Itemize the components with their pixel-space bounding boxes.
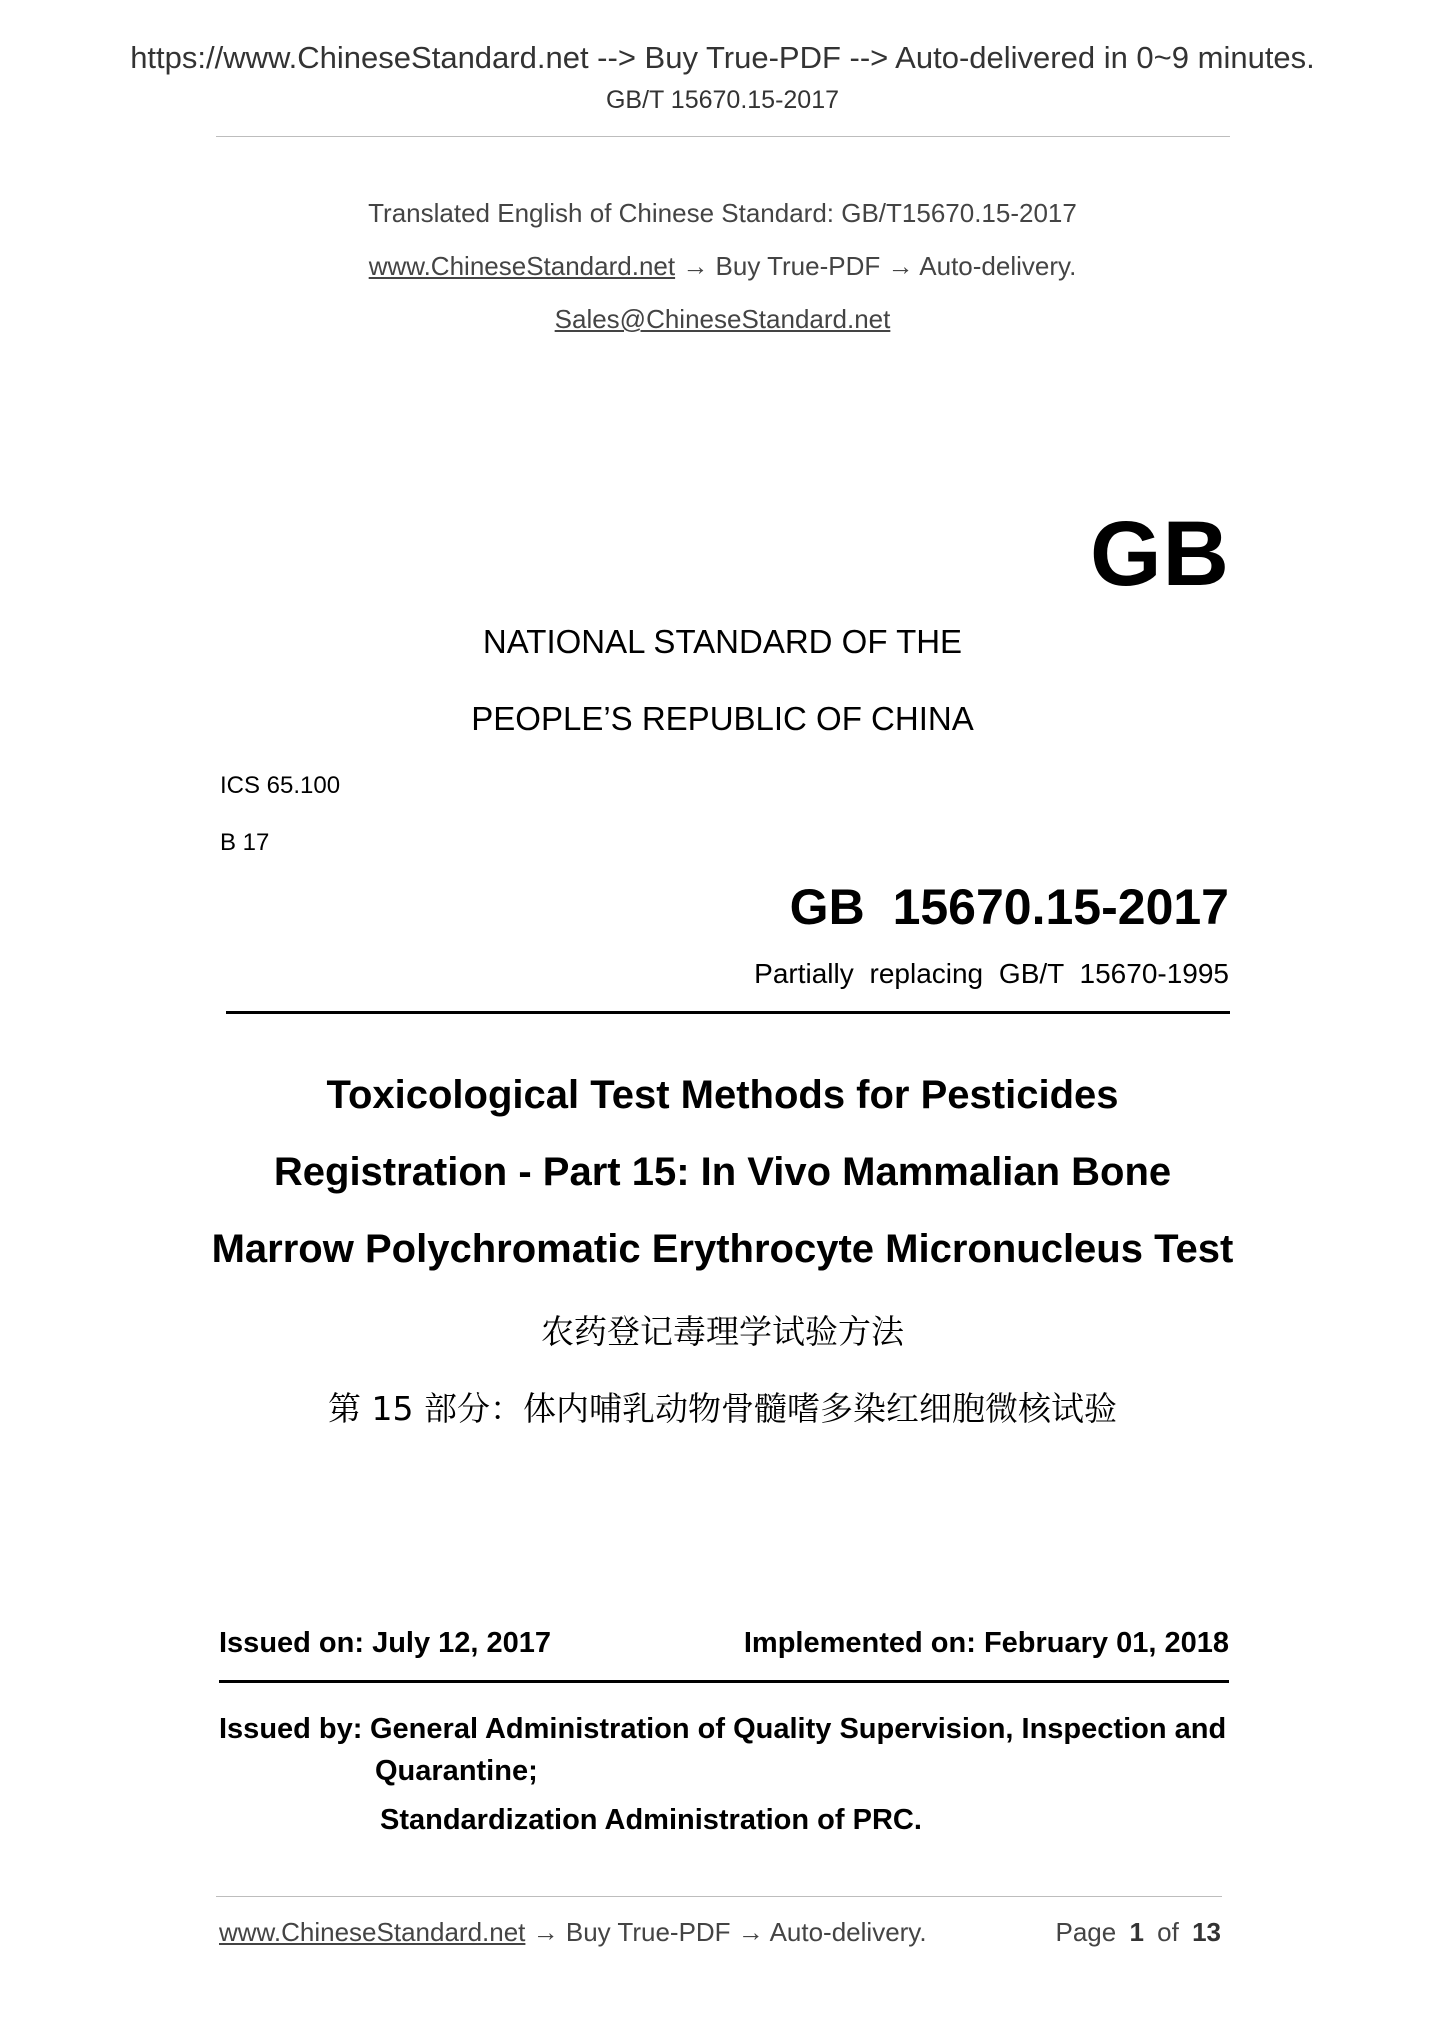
footer-divider bbox=[216, 1896, 1222, 1897]
sales-email-link[interactable]: Sales@ChineseStandard.net bbox=[554, 304, 891, 334]
page-current: 1 bbox=[1129, 1917, 1144, 1947]
footer-site-link[interactable]: www.ChineseStandard.net bbox=[219, 1917, 526, 1947]
title-line3: Marrow Polychromatic Erythrocyte Micronucleus Test bbox=[211, 1227, 1234, 1271]
header-divider bbox=[216, 136, 1230, 137]
replacing-note: Partially replacing GB/T 15670-1995 bbox=[754, 958, 1229, 989]
issuing-org1-line1: General Administration of Quality Supervision, Inspection and bbox=[370, 1713, 1227, 1745]
translated-line: Translated English of Chinese Standard: GB/T15670.15-2017 bbox=[368, 198, 1077, 228]
national-standard-line1: NATIONAL STANDARD OF THE bbox=[482, 623, 963, 660]
page-word: Page bbox=[1055, 1917, 1117, 1947]
delivery-text: → Buy True-PDF → Auto-delivery. bbox=[675, 251, 1077, 281]
of-word: of bbox=[1157, 1917, 1179, 1947]
title-divider bbox=[226, 1011, 1230, 1014]
title-line2: Registration - Part 15: In Vivo Mammalian Bone bbox=[273, 1150, 1172, 1194]
page-indicator bbox=[1055, 1917, 1221, 1948]
ics-code: ICS 65.100 bbox=[220, 772, 341, 799]
issuing-org1-line2: Quarantine; bbox=[375, 1755, 538, 1787]
issued-on-date: Issued on: July 12, 2017 bbox=[219, 1627, 552, 1659]
issuing-org2: Standardization Administration of PRC. bbox=[380, 1804, 922, 1836]
email-line bbox=[0, 304, 1445, 335]
chinese-title-line2: 第 15 部分：体内哺乳动物骨髓嗜多染红细胞微核试验 bbox=[328, 1389, 1117, 1428]
top-banner: https://www.ChineseStandard.net --> Buy True-PDF --> Auto-delivered in 0~9 minutes. bbox=[130, 40, 1315, 75]
issuance-divider bbox=[219, 1680, 1229, 1683]
intro-link-line bbox=[0, 251, 1445, 282]
header-standard-code: GB/T 15670.15-2017 bbox=[605, 86, 840, 114]
gb-logo: GB bbox=[1090, 503, 1230, 605]
national-standard-line2: PEOPLE’S REPUBLIC OF CHINA bbox=[471, 700, 974, 737]
title-line1: Toxicological Test Methods for Pesticides bbox=[326, 1073, 1119, 1117]
issued-by-label: Issued by: bbox=[219, 1713, 363, 1745]
footer-delivery-text: → Buy True-PDF → Auto-delivery. bbox=[525, 1917, 927, 1947]
chinese-title-line1: 农药登记毒理学试验方法 bbox=[541, 1312, 904, 1351]
issued-by-line bbox=[219, 1713, 1231, 1746]
standard-number: GB 15670.15-2017 bbox=[789, 879, 1229, 935]
footer-link-line bbox=[219, 1917, 927, 1948]
page-total: 13 bbox=[1192, 1917, 1221, 1947]
ccs-code: B 17 bbox=[220, 829, 270, 856]
implemented-on-date: Implemented on: February 01, 2018 bbox=[743, 1627, 1229, 1659]
site-link[interactable]: www.ChineseStandard.net bbox=[368, 251, 676, 281]
